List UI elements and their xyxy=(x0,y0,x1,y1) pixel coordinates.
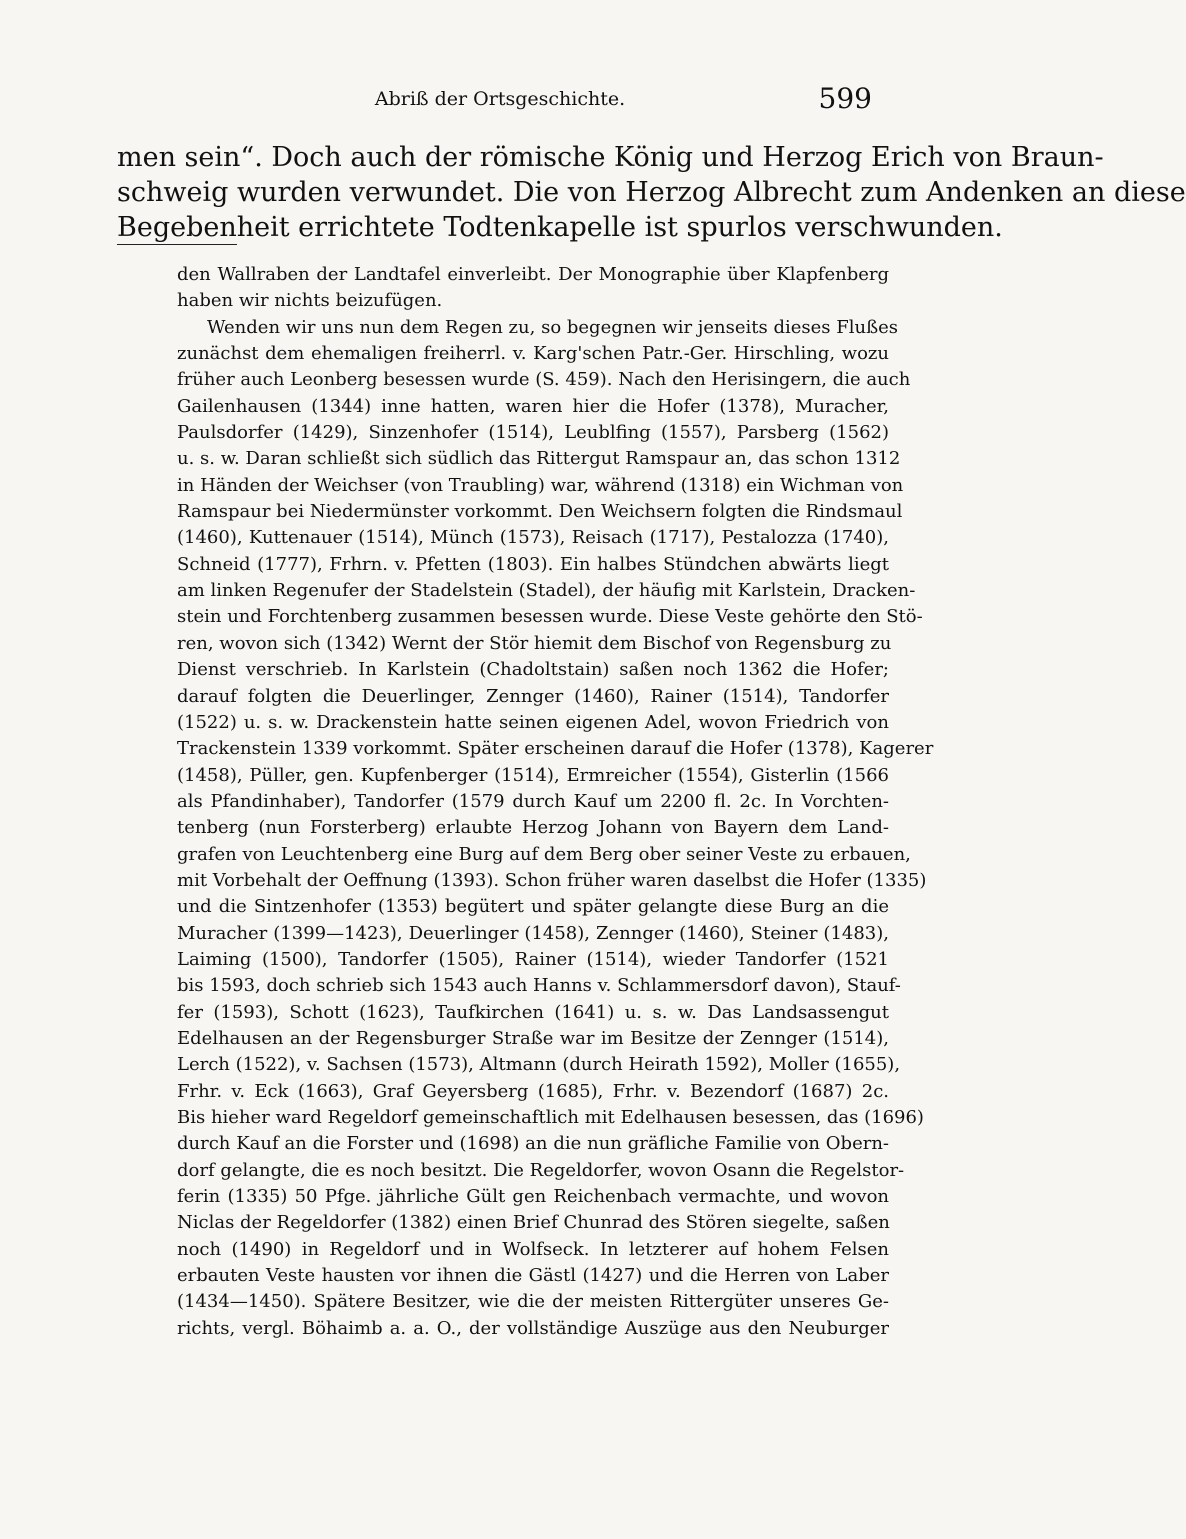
footnote-line: Laiming (1500), Tandorfer (1505), Rainer (1514), wieder Tandorfer (1521 xyxy=(177,948,889,970)
footnote-line: als Pfandinhaber), Tandorfer (1579 durch Kauf um 2200 fl. 2c. In Vorchten- xyxy=(177,790,889,812)
footnote-line: stein und Forchtenberg zusammen besessen wurde. Diese Veste gehörte den Stö- xyxy=(177,606,923,628)
footnote-line: (1434—1450). Spätere Besitzer, wie die der meisten Rittergüter unseres Ge- xyxy=(177,1291,889,1313)
footnote-line: Niclas der Regeldorfer (1382) einen Brief Chunrad des Stören siegelte, saßen xyxy=(177,1212,890,1234)
footnote-line: mit Vorbehalt der Oeffnung (1393). Schon früher waren daselbst die Hofer (1335) xyxy=(177,869,927,891)
text-line: Begebenheit errichtete Todtenkapelle ist spurlos verschwunden. xyxy=(117,212,1003,243)
footnote-line: Paulsdorfer (1429), Sinzenhofer (1514), Leublfing (1557), Parsberg (1562) xyxy=(177,422,889,444)
footnote xyxy=(177,262,934,1342)
footnote-line: Trackenstein 1339 vorkommt. Später erscheinen darauf die Hofer (1378), Kagerer xyxy=(177,738,934,760)
footnote-line: ren, wovon sich (1342) Wernt der Stör hiemit dem Bischof von Regensburg zu xyxy=(177,632,892,654)
footnote-line: bis 1593, doch schrieb sich 1543 auch Hanns v. Schlammersdorf davon), Stauf- xyxy=(177,975,901,997)
footnote-line: den Wallraben der Landtafel einverleibt. Der Monographie über Klapfenberg xyxy=(177,264,889,285)
footnote-line: Gailenhausen (1344) inne hatten, waren hier die Hofer (1378), Muracher, xyxy=(177,395,889,417)
footnote-line: Dienst verschrieb. In Karlstein (Chadoltstain) saßen noch 1362 die Hofer; xyxy=(177,659,889,681)
text-line: schweig wurden verwundet. Die von Herzog Albrecht zum Andenken an diese xyxy=(117,177,1186,208)
footnote-divider xyxy=(117,244,237,245)
footnote-line: Schneid (1777), Frhrn. v. Pfetten (1803). Ein halbes Stündchen abwärts liegt xyxy=(177,553,889,575)
footnote-line: Ramspaur bei Niedermünster vorkommt. Den Weichsern folgten die Rindsmaul xyxy=(177,501,903,523)
footnote-line: darauf folgten die Deuerlinger, Zennger (1460), Rainer (1514), Tandorfer xyxy=(177,685,889,707)
footnote-line: Edelhausen an der Regensburger Straße war im Besitze der Zennger (1514), xyxy=(177,1027,889,1049)
footnote-line: u. s. w. Daran schließt sich südlich das Rittergut Ramspaur an, das schon 1312 xyxy=(177,448,901,470)
footnote-line: fer (1593), Schott (1623), Taufkirchen (1641) u. s. w. Das Landsassengut xyxy=(177,1001,889,1023)
page-number: 599 xyxy=(818,82,872,115)
footnote-line: früher auch Leonberg besessen wurde (S. 459). Nach den Herisingern, die auch xyxy=(177,369,911,391)
footnote-line: Bis hieher ward Regeldorf gemeinschaftlich mit Edelhausen besessen, das (1696) xyxy=(177,1107,924,1128)
footnote-line: Lerch (1522), v. Sachsen (1573), Altmann (durch Heirath 1592), Moller (1655), xyxy=(177,1054,901,1076)
main-text xyxy=(117,140,1186,245)
footnote-line: am linken Regenufer der Stadelstein (Stadel), der häufig mit Karlstein, Dracken- xyxy=(177,580,916,602)
running-head xyxy=(0,82,1000,118)
footnote-line: (1458), Püller, gen. Kupfenberger (1514), Ermreicher (1554), Gisterlin (1566 xyxy=(177,764,889,786)
footnote-line: Wenden wir uns nun dem Regen zu, so begegnen wir jenseits dieses Flußes xyxy=(207,316,898,338)
footnote-line: (1522) u. s. w. Drackenstein hatte seinen eigenen Adel, wovon Friedrich von xyxy=(177,711,889,733)
footnote-line: zunächst dem ehemaligen freiherrl. v. Karg'schen Patr.-Ger. Hirschling, wozu xyxy=(177,343,889,365)
footnote-line: dorf gelangte, die es noch besitzt. Die Regeldorfer, wovon Osann die Regelstor- xyxy=(177,1159,905,1181)
text-line: men sein“. Doch auch der römische König und Herzog Erich von Braun- xyxy=(117,142,1104,173)
footnote-line: erbauten Veste hausten vor ihnen die Gästl (1427) und die Herren von Laber xyxy=(177,1265,889,1287)
footnote-line: noch (1490) in Regeldorf und in Wolfseck. In letzterer auf hohem Felsen xyxy=(177,1238,889,1260)
footnote-line: durch Kauf an die Forster und (1698) an die nun gräfliche Familie von Obern- xyxy=(177,1133,889,1155)
footnote-line: in Händen der Weichser (von Traubling) war, während (1318) ein Wichman von xyxy=(177,474,904,496)
footnote-line: (1460), Kuttenauer (1514), Münch (1573), Reisach (1717), Pestalozza (1740), xyxy=(177,527,889,549)
footnote-line: grafen von Leuchtenberg eine Burg auf dem Berg ober seiner Veste zu erbauen, xyxy=(177,843,911,865)
footnote-line: richts, vergl. Böhaimb a. a. O., der vollständige Auszüge aus den Neuburger xyxy=(177,1317,889,1339)
footnote-line: tenberg (nun Forsterberg) erlaubte Herzog Johann von Bayern dem Land- xyxy=(177,817,889,839)
footnote-line: und die Sintzenhofer (1353) begütert und später gelangte diese Burg an die xyxy=(177,896,889,918)
footnote-line: haben wir nichts beizufügen. xyxy=(177,290,443,312)
footnote-line: Frhr. v. Eck (1663), Graf Geyersberg (1685), Frhr. v. Bezendorf (1687) 2c. xyxy=(177,1080,889,1102)
footnote-line: Muracher (1399—1423), Deuerlinger (1458), Zennger (1460), Steiner (1483), xyxy=(177,922,889,944)
header-title: Abriß der Ortsgeschichte. xyxy=(374,88,626,110)
footnote-line: ferin (1335) 50 Pfge. jährliche Gült gen Reichenbach vermachte, und wovon xyxy=(177,1186,889,1208)
